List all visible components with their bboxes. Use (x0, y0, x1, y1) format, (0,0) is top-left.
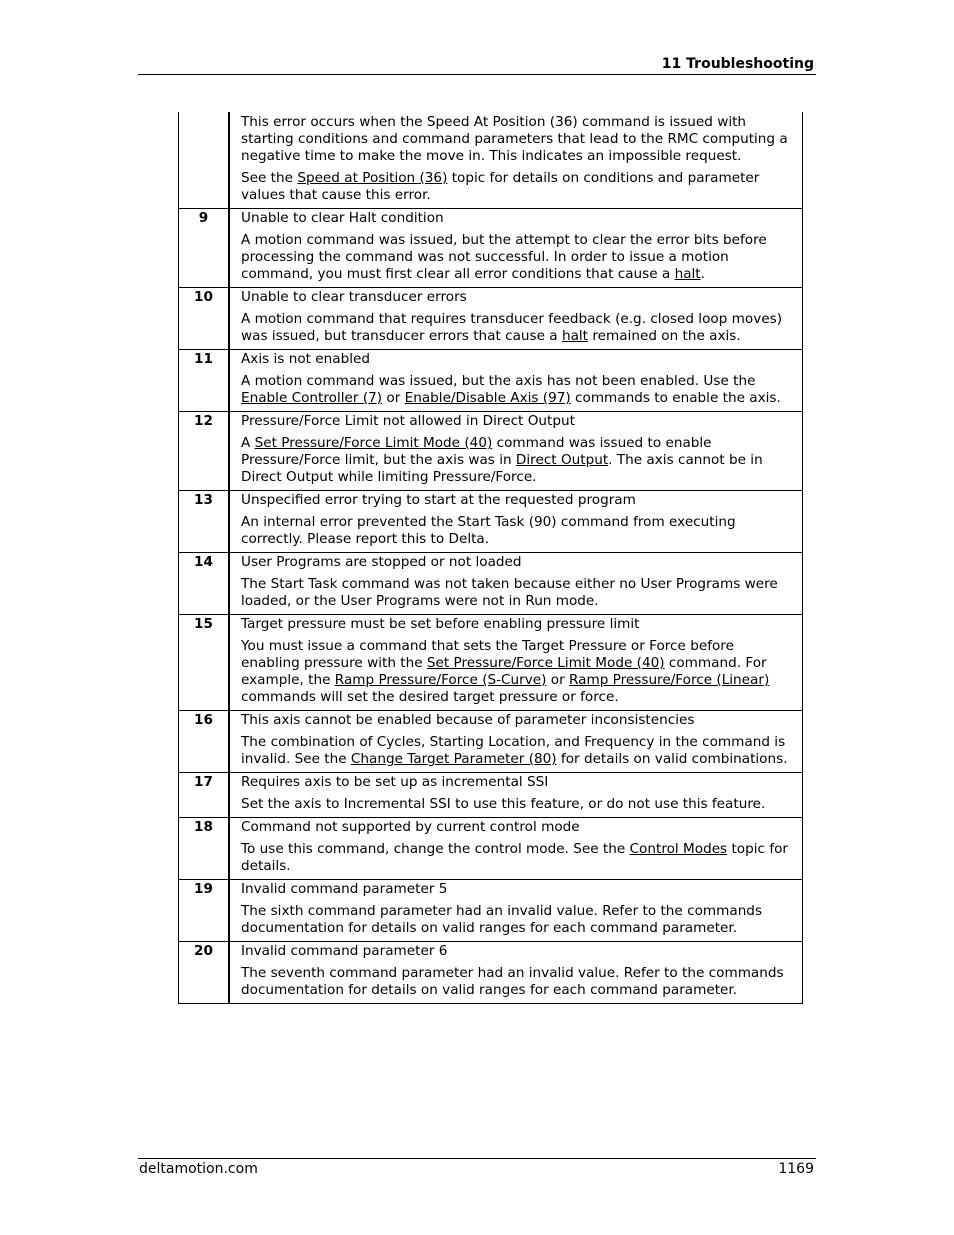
detail-text: The sixth command parameter had an invalid value. Refer to the commands documentation for details on valid ranges for each command parameter. (241, 903, 763, 936)
detail-text: A (241, 435, 255, 451)
error-title: User Programs are stopped or not loaded (241, 554, 522, 570)
error-number: 19 (179, 880, 230, 942)
footer-page-number: 1169 (778, 1161, 814, 1177)
detail-text: The seventh command parameter had an invalid value. Refer to the commands documentation for details on valid ranges for each command parameter. (241, 965, 784, 998)
error-number: 12 (179, 412, 230, 491)
topic-link[interactable]: Direct Output (515, 452, 609, 468)
error-number: 13 (179, 491, 230, 553)
error-title: Requires axis to be set up as incremental SSI (241, 774, 549, 790)
detail-text: or (382, 390, 405, 406)
error-code-table (178, 112, 803, 1004)
topic-link[interactable]: halt (674, 266, 701, 282)
detail-text: commands to enable the axis. (570, 390, 781, 406)
detail-text: . (700, 266, 705, 282)
topic-link[interactable]: Set Pressure/Force Limit Mode (40) (254, 435, 493, 451)
error-number (179, 112, 230, 209)
error-number: 11 (179, 350, 230, 412)
detail-text: commands will set the desired target pressure or force. (241, 689, 619, 705)
topic-link[interactable]: Control Modes (629, 841, 728, 857)
error-detail (241, 965, 794, 999)
error-number: 18 (179, 818, 230, 880)
error-number: 17 (179, 773, 230, 818)
error-description (229, 880, 803, 942)
error-detail (241, 435, 794, 486)
error-code-rows (179, 112, 803, 1004)
error-row (179, 350, 803, 412)
error-title: Invalid command parameter 6 (241, 943, 448, 959)
error-row (179, 818, 803, 880)
detail-text: A motion command that requires transducer feedback (e.g. closed loop moves) was issued, but transducer errors that cause a (241, 311, 783, 344)
topic-link[interactable]: Change Target Parameter (80) (350, 751, 557, 767)
error-title: Axis is not enabled (241, 351, 370, 367)
header-divider (138, 74, 816, 75)
detail-text: Set the axis to Incremental SSI to use this feature, or do not use this feature. (241, 796, 766, 812)
error-detail (241, 796, 794, 813)
error-title: Command not supported by current control mode (241, 819, 580, 835)
topic-link[interactable]: halt (561, 328, 589, 344)
error-number: 10 (179, 288, 230, 350)
error-description (229, 112, 803, 209)
detail-text: A motion command was issued, but the axis has not been enabled. Use the (241, 373, 756, 389)
error-detail (241, 576, 794, 610)
topic-link[interactable]: Enable/Disable Axis (97) (404, 390, 571, 406)
error-row (179, 412, 803, 491)
detail-text: topic for details on conditions and parameter values that cause this error. (241, 170, 760, 203)
error-row (179, 773, 803, 818)
error-title: Target pressure must be set before enabling pressure limit (241, 616, 640, 632)
detail-text: See the (241, 170, 298, 186)
detail-text: topic for details. (241, 841, 789, 874)
detail-text: This error occurs when the Speed At Position (36) command is issued with starting conditions and command parameters that lead to the RMC computing a negative time to make the move in. This indicates an impossible request. (241, 114, 788, 164)
error-description (229, 942, 803, 1004)
detail-text: for details on valid combinations. (556, 751, 788, 767)
error-title: Unable to clear transducer errors (241, 289, 467, 305)
error-number: 16 (179, 711, 230, 773)
detail-text: The combination of Cycles, Starting Location, and Frequency in the command is invalid. See the (241, 734, 786, 767)
error-detail (241, 638, 794, 706)
error-row (179, 942, 803, 1004)
error-detail (241, 734, 794, 768)
error-description (229, 412, 803, 491)
error-description (229, 773, 803, 818)
error-detail (241, 514, 794, 548)
error-description (229, 615, 803, 711)
error-row (179, 288, 803, 350)
topic-link[interactable]: Ramp Pressure/Force (Linear) (569, 672, 770, 688)
error-title: Unable to clear Halt condition (241, 210, 444, 226)
detail-text: An internal error prevented the Start Task (90) command from executing correctly. Please report this to Delta. (241, 514, 736, 547)
detail-text: . The axis cannot be in Direct Output while limiting Pressure/Force. (241, 452, 763, 485)
error-title: This axis cannot be enabled because of parameter inconsistencies (241, 712, 695, 728)
topic-link[interactable]: Ramp Pressure/Force (S-Curve) (334, 672, 547, 688)
error-description (229, 209, 803, 288)
detail-text: To use this command, change the control mode. See the (241, 841, 630, 857)
error-description (229, 288, 803, 350)
error-detail (241, 841, 794, 875)
detail-text: A motion command was issued, but the attempt to clear the error bits before processing the command was not successful. In order to issue a motion command, you must first clear all error conditions that cause a (241, 232, 767, 282)
error-detail (241, 311, 794, 345)
error-number: 9 (179, 209, 230, 288)
detail-text: command. For example, the (241, 655, 767, 688)
detail-text: The Start Task command was not taken because either no User Programs were loaded, or the User Programs were not in Run mode. (241, 576, 778, 609)
error-description (229, 491, 803, 553)
error-row (179, 112, 803, 209)
error-title: Pressure/Force Limit not allowed in Direct Output (241, 413, 575, 429)
footer-site: deltamotion.com (139, 1161, 258, 1177)
detail-text: or (546, 672, 569, 688)
error-row (179, 615, 803, 711)
footer-divider (138, 1158, 816, 1159)
error-detail (241, 232, 794, 283)
error-description (229, 711, 803, 773)
topic-link[interactable]: Enable Controller (7) (241, 390, 383, 406)
error-detail (241, 114, 794, 165)
error-number: 15 (179, 615, 230, 711)
error-row (179, 711, 803, 773)
detail-text: You must issue a command that sets the Target Pressure or Force before enabling pressure with the (241, 638, 734, 671)
detail-text: remained on the axis. (588, 328, 741, 344)
error-description (229, 553, 803, 615)
error-description (229, 350, 803, 412)
error-detail (241, 903, 794, 937)
error-row (179, 491, 803, 553)
error-detail (241, 373, 794, 407)
topic-link[interactable]: Speed at Position (36) (297, 170, 448, 186)
error-title: Unspecified error trying to start at the requested program (241, 492, 636, 508)
error-detail (241, 170, 794, 204)
error-row (179, 209, 803, 288)
error-number: 14 (179, 553, 230, 615)
error-title: Invalid command parameter 5 (241, 881, 448, 897)
page-header-title: 11 Troubleshooting (661, 56, 814, 72)
topic-link[interactable]: Set Pressure/Force Limit Mode (40) (426, 655, 665, 671)
detail-text: command was issued to enable Pressure/Force limit, but the axis was in (241, 435, 712, 468)
error-row (179, 553, 803, 615)
error-number: 20 (179, 942, 230, 1004)
error-row (179, 880, 803, 942)
error-description (229, 818, 803, 880)
